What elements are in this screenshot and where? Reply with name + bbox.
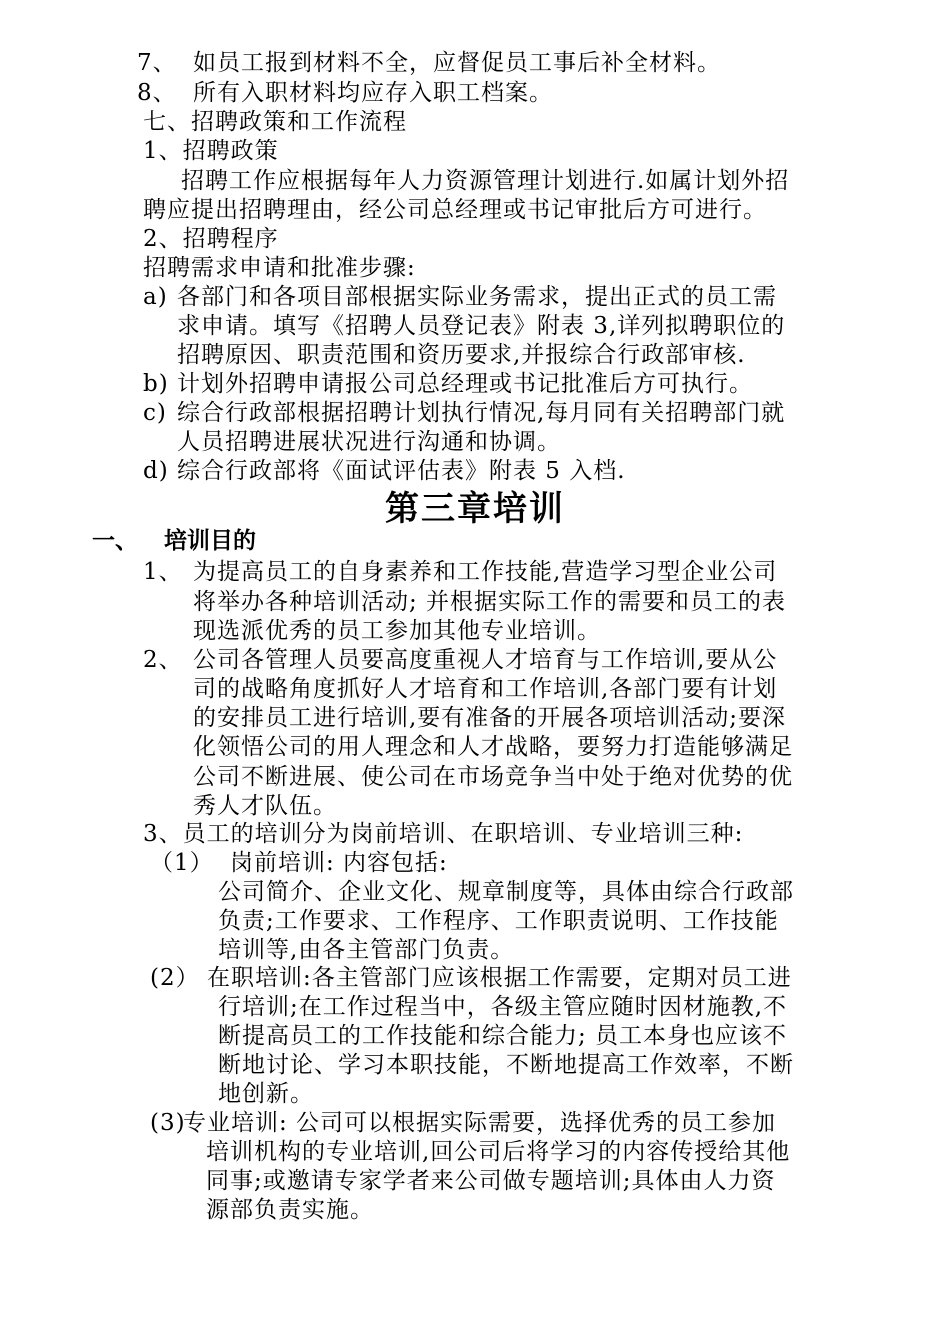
section-title: 培训目的 xyxy=(164,528,256,554)
step-label: a) xyxy=(143,284,168,310)
sub-line: 培训等,由各主管部门负责。 xyxy=(218,937,515,963)
sub-line: 专业培训: 公司可以根据实际需要，选择优秀的员工参加 xyxy=(183,1110,777,1136)
list-number: 1、 xyxy=(143,559,183,585)
subsection-title: 2、招聘程序 xyxy=(143,226,279,252)
sub-line: 在职培训:各主管部门应该根据工作需要，定期对员工进 xyxy=(207,965,792,991)
list-item-line: 化领悟公司的用人理念和人才战略，要努力打造能够满足 xyxy=(193,734,793,760)
section-heading xyxy=(92,526,256,556)
paragraph-line: 招聘工作应根据每年人力资源管理计划进行.如属计划外招 xyxy=(181,168,790,194)
sub-line: 同事;或邀请专家学者来公司做专题培训;具体由人力资 xyxy=(206,1168,776,1194)
subsection-title: 1、招聘政策 xyxy=(143,138,279,164)
list-item-text: 所有入职材料均应存入职工档案。 xyxy=(193,80,553,106)
list-number: 7、 xyxy=(137,50,177,76)
sub-line: 行培训;在工作过程当中，各级主管应随时因材施教,不 xyxy=(218,994,788,1020)
paragraph-line: 聘应提出招聘理由，经公司总经理或书记审批后方可进行。 xyxy=(143,197,767,223)
sub-line: 地创新。 xyxy=(218,1081,314,1107)
step-line: 人员招聘进展状况进行沟通和协调。 xyxy=(177,429,561,455)
sub-line: 公司简介、企业文化、规章制度等，具体由综合行政部 xyxy=(218,879,794,905)
sub-line: 断地讨论、学习本职技能，不断地提高工作效率，不断 xyxy=(218,1052,794,1078)
step-label: b) xyxy=(143,371,169,397)
step-line: 计划外招聘申请报公司总经理或书记批准后方可执行。 xyxy=(177,371,753,397)
list-item-line: 的安排员工进行培训,要有准备的开展各项培训活动;要深 xyxy=(193,705,787,731)
list-number: 8、 xyxy=(137,80,177,106)
list-item-line: 为提高员工的自身素养和工作技能,营造学习型企业公司 xyxy=(193,559,778,585)
section-number: 一、 xyxy=(92,528,138,554)
list-item-line: 3、员工的培训分为岗前培训、在职培训、专业培训三种: xyxy=(143,821,744,847)
step-line: 求申请。填写《招聘人员登记表》附表 3,详列拟聘职位的 xyxy=(177,313,786,339)
step-line: 招聘原因、职责范围和资历要求,并报综合行政部审核. xyxy=(177,342,746,368)
list-item-text: 如员工报到材料不全，应督促员工事后补全材料。 xyxy=(193,50,721,76)
list-number: 2、 xyxy=(143,647,183,673)
sub-label: (3) xyxy=(150,1110,186,1136)
list-item-line: 将举办各种培训活动; 并根据实际工作的需要和员工的表 xyxy=(193,589,787,615)
sub-line: 培训机构的专业培训,回公司后将学习的内容传授给其他 xyxy=(206,1139,791,1165)
list-item-line: 公司各管理人员要高度重视人才培育与工作培训,要从公 xyxy=(193,647,778,673)
sub-label: (2） xyxy=(150,965,200,991)
section-heading: 七、招聘政策和工作流程 xyxy=(143,109,407,135)
sub-line: 负责;工作要求、工作程序、工作职责说明、工作技能 xyxy=(218,908,779,934)
step-line: 综合行政部根据招聘计划执行情况,每月同有关招聘部门就 xyxy=(177,400,786,426)
step-label: c) xyxy=(143,400,167,426)
sub-line: 源部负责实施。 xyxy=(206,1197,374,1223)
step-label: d) xyxy=(143,458,169,484)
steps-intro: 招聘需求申请和批准步骤: xyxy=(143,255,416,281)
step-line: 综合行政部将《面试评估表》附表 5 入档. xyxy=(177,458,626,484)
list-item-line: 公司不断进展、使公司在市场竞争当中处于绝对优势的优 xyxy=(193,764,793,790)
step-line: 各部门和各项目部根据实际业务需求，提出正式的员工需 xyxy=(177,284,777,310)
list-item-line: 司的战略角度抓好人才培育和工作培训,各部门要有计划 xyxy=(193,676,778,702)
list-item-line: 秀人才队伍。 xyxy=(193,793,337,819)
list-item-line: 现选派优秀的员工参加其他专业培训。 xyxy=(193,618,601,644)
sub-label: （1） xyxy=(150,850,214,876)
sub-head: 岗前培训: 内容包括: xyxy=(230,850,448,876)
sub-line: 断提高员工的工作技能和综合能力; 员工本身也应该不 xyxy=(218,1023,788,1049)
chapter-title: 第三章培训 xyxy=(385,489,565,529)
